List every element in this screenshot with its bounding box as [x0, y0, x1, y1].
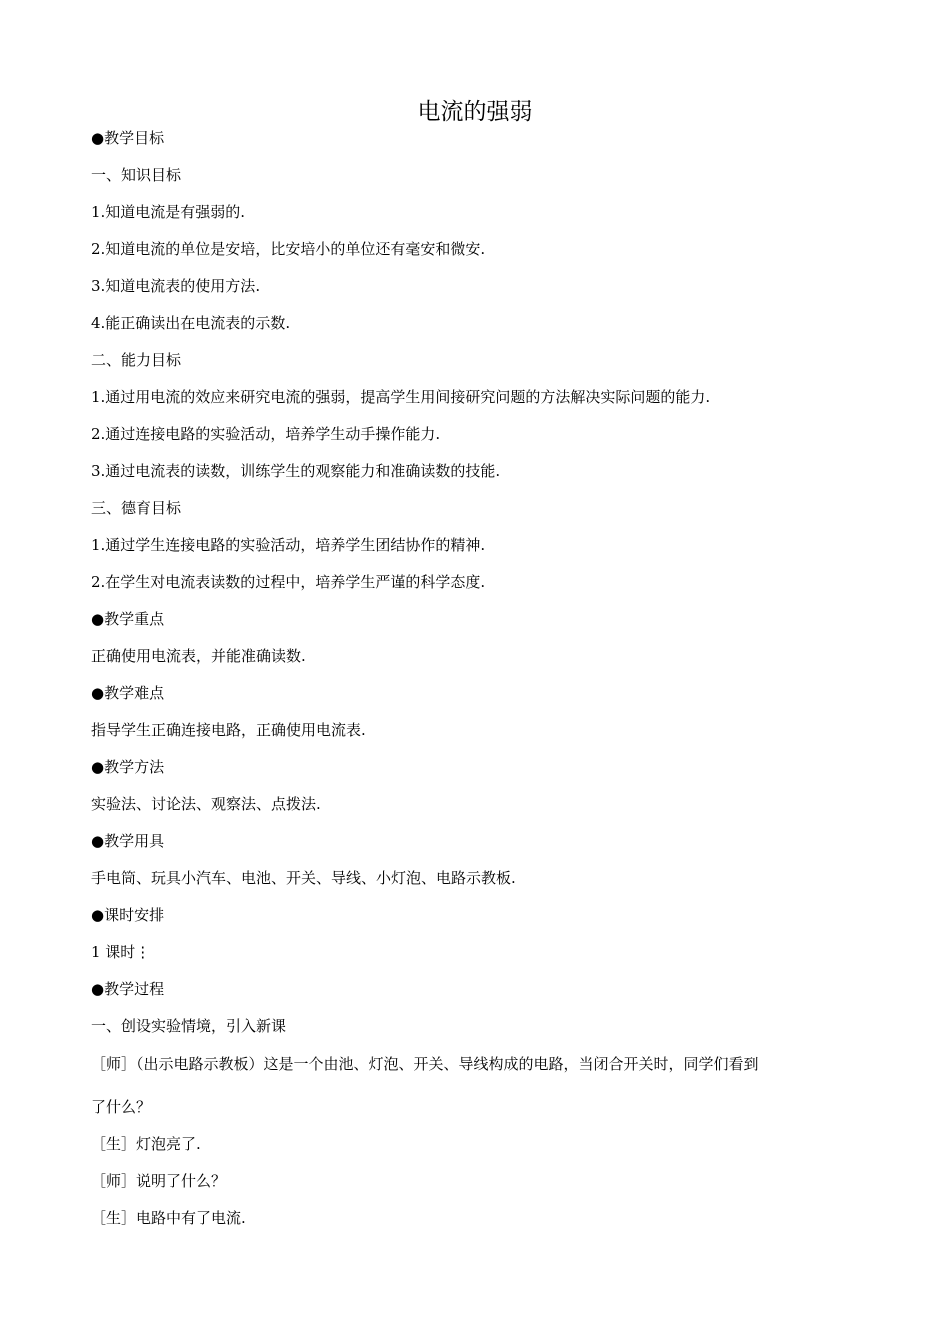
paragraph: 1 课时⋮ — [91, 943, 151, 961]
subsection-heading: 一、创设实验情境，引入新课 — [91, 1017, 287, 1035]
subsection-heading: 二、能力目标 — [91, 351, 182, 369]
paragraph: 1.通过学生连接电路的实验活动，培养学生团结协作的精神. — [91, 536, 486, 554]
dialogue-line: ［生］灯泡亮了. — [91, 1135, 201, 1153]
paragraph: 3.知道电流表的使用方法. — [91, 277, 261, 295]
section-heading: ●教学重点 — [91, 610, 165, 628]
section-heading: ●教学目标 — [91, 129, 165, 147]
paragraph: 手电筒、玩具小汽车、电池、开关、导线、小灯泡、电路示教板. — [91, 869, 516, 887]
dialogue-line: ［生］电路中有了电流. — [91, 1209, 246, 1227]
paragraph: 1.通过用电流的效应来研究电流的强弱，提高学生用间接研究问题的方法解决实际问题的能力. — [91, 388, 711, 406]
subsection-heading: 一、知识目标 — [91, 166, 182, 184]
paragraph: 2.在学生对电流表读数的过程中，培养学生严谨的科学态度. — [91, 573, 486, 591]
section-heading: ●教学方法 — [91, 758, 165, 776]
paragraph: 2.知道电流的单位是安培，比安培小的单位还有毫安和微安. — [91, 240, 486, 258]
paragraph: 2.通过连接电路的实验活动，培养学生动手操作能力. — [91, 425, 441, 443]
subsection-heading: 三、德育目标 — [91, 499, 182, 517]
section-heading: ●教学过程 — [91, 980, 165, 998]
document-title: 电流的强弱 — [417, 99, 533, 125]
section-heading: ●教学难点 — [91, 684, 165, 702]
paragraph: 3.通过电流表的读数，训练学生的观察能力和准确读数的技能. — [91, 462, 501, 480]
paragraph: 实验法、讨论法、观察法、点拨法. — [91, 795, 321, 813]
dialogue-line: ［师］（出示电路示教板）这是一个由池、灯泡、开关、导线构成的电路，当闭合开关时，同学们看到 — [91, 1055, 759, 1073]
dialogue-line: 了什么？ — [91, 1098, 152, 1116]
section-heading: ●课时安排 — [91, 906, 165, 924]
section-heading: ●教学用具 — [91, 832, 165, 850]
paragraph: 1.知道电流是有强弱的. — [91, 203, 246, 221]
dialogue-line: ［师］说明了什么？ — [91, 1172, 227, 1190]
paragraph: 指导学生正确连接电路，正确使用电流表. — [91, 721, 366, 739]
paragraph: 正确使用电流表，并能准确读数. — [91, 647, 306, 665]
paragraph: 4.能正确读出在电流表的示数. — [91, 314, 291, 332]
